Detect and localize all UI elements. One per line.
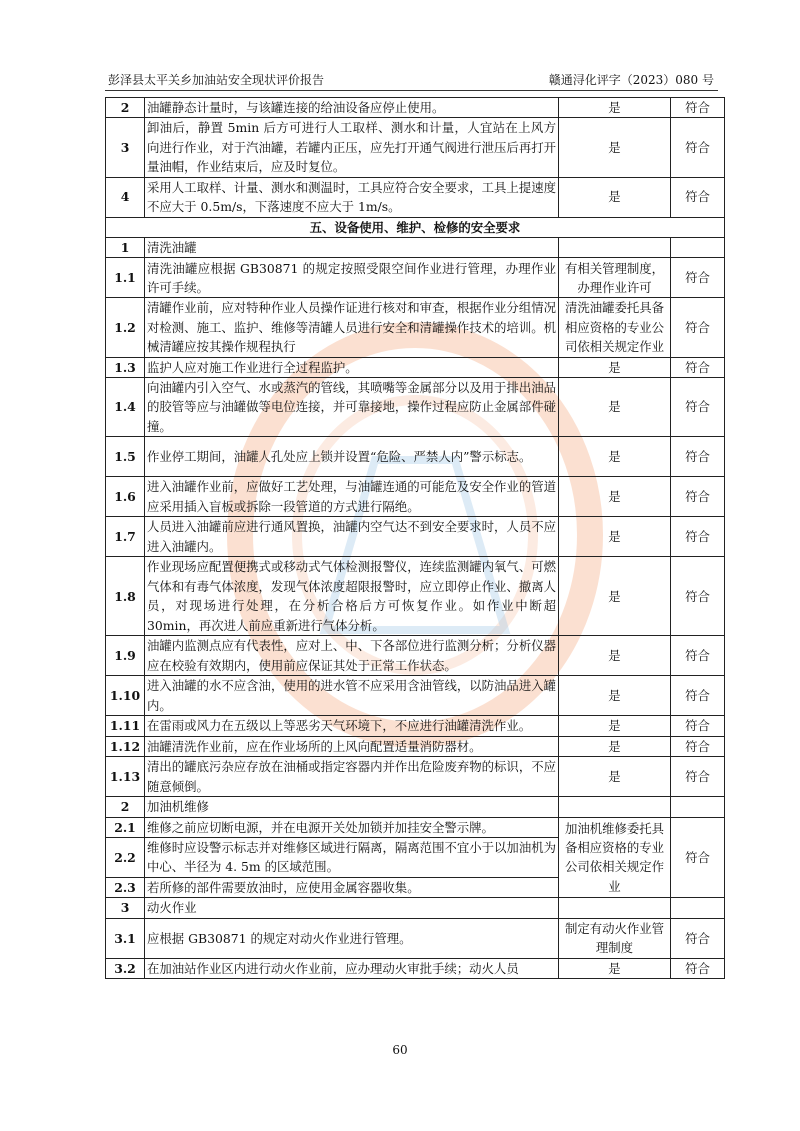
requirement-text: 进入油罐作业前，应做好工艺处理，与油罐连通的可能危及安全作业的管道应采用插入盲板或拆除一段管道的方式进行隔绝。	[145, 477, 559, 517]
requirement-text: 维修时应设警示标志并对维修区域进行隔离，隔离范围不宜小于以加油机为中心、半径为 4. 5m 的区域范围。	[145, 837, 559, 877]
status-cell: 是	[559, 437, 671, 477]
table-row	[106, 357, 725, 377]
result-cell: 符合	[671, 958, 725, 978]
item-number: 2.1	[106, 817, 145, 837]
item-number: 2.2	[106, 837, 145, 877]
requirement-text: 监护人应对施工作业进行全过程监护。	[145, 357, 559, 377]
item-number: 1.8	[106, 557, 145, 636]
requirement-text: 人员进入油罐前应进行通风置换，油罐内空气达不到安全要求时，人员不应进入油罐内。	[145, 517, 559, 557]
requirement-text: 清出的罐底污杂应存放在油桶或指定容器内并作出危险废弃物的标识，不应随意倾倒。	[145, 757, 559, 797]
item-number: 1	[106, 238, 145, 258]
status-cell: 制定有动火作业管理制度	[559, 918, 671, 958]
requirement-text: 若所修的部件需要放油时，应使用金属容器收集。	[145, 877, 559, 897]
group-row	[106, 797, 725, 817]
group-title: 动火作业	[145, 898, 559, 918]
status-cell: 有相关管理制度，办理作业许可	[559, 258, 671, 298]
requirement-text: 清罐作业前，应对特种作业人员操作证进行核对和审查，根据作业分组情况对检测、施工、监护、维修等清罐人员进行安全和清罐操作技术的培训。机械清罐应按其操作规程执行	[145, 298, 559, 357]
item-number: 4	[106, 177, 145, 217]
result-cell	[671, 797, 725, 817]
requirement-text: 作业现场应配置便携式或移动式气体检测报警仪，连续监测罐内氧气、可燃气体和有毒气体浓度，发现气体浓度超限报警时，应立即停止作业、撤离人员，对现场进行处理，在分析合格后方可恢复作业。如作业中断超 30min，再次进人前应重新进行气体分析。	[145, 557, 559, 636]
item-number: 1.11	[106, 716, 145, 736]
table-row	[106, 177, 725, 217]
status-cell: 是	[559, 757, 671, 797]
requirement-text: 在雷雨或风力在五级以上等恶劣天气环境下，不应进行油罐清洗作业。	[145, 716, 559, 736]
status-cell: 是	[559, 118, 671, 177]
status-cell: 是	[559, 98, 671, 118]
header-title: 彭泽县太平关乡加油站安全现状评价报告	[108, 73, 325, 87]
table-row	[106, 676, 725, 716]
table-row	[106, 817, 725, 837]
item-number: 1.13	[106, 757, 145, 797]
group-title: 加油机维修	[145, 797, 559, 817]
requirement-text: 清洗油罐应根据 GB30871 的规定按照受限空间作业进行管理，办理作业许可手续。	[145, 258, 559, 298]
status-cell: 是	[559, 958, 671, 978]
status-cell: 清洗油罐委托具备相应资格的专业公司依相关规定作业	[559, 298, 671, 357]
result-cell: 符合	[671, 636, 725, 676]
result-cell: 符合	[671, 517, 725, 557]
status-cell: 是	[559, 557, 671, 636]
table-row	[106, 258, 725, 298]
evaluation-table	[105, 97, 725, 979]
result-cell: 符合	[671, 357, 725, 377]
result-cell: 符合	[671, 437, 725, 477]
result-cell: 符合	[671, 918, 725, 958]
item-number: 2.3	[106, 877, 145, 897]
item-number: 3.1	[106, 918, 145, 958]
status-cell	[559, 238, 671, 258]
requirement-text: 在加油站作业区内进行动火作业前，应办理动火审批手续；动火人员	[145, 958, 559, 978]
result-cell: 符合	[671, 258, 725, 298]
item-number: 1.12	[106, 736, 145, 756]
result-cell: 符合	[671, 477, 725, 517]
status-cell: 加油机维修委托具备相应资格的专业公司依相关规定作业	[559, 817, 671, 898]
result-cell: 符合	[671, 118, 725, 177]
item-number: 1.3	[106, 357, 145, 377]
status-cell: 是	[559, 716, 671, 736]
group-row	[106, 898, 725, 918]
requirement-text: 卸油后，静置 5min 后方可进行人工取样、测水和计量，人宜站在上风方向进行作业，对于汽油罐，若罐内正压，应先打开通气阀进行泄压后再打开量油帽，作业结束后，应及时复位。	[145, 118, 559, 177]
requirement-text: 油罐内监测点应有代表性，应对上、中、下各部位进行监测分析；分析仪器应在校验有效期内，使用前应保证其处于正常工作状态。	[145, 636, 559, 676]
table-row	[106, 636, 725, 676]
result-cell: 符合	[671, 817, 725, 898]
requirement-text: 油罐清洗作业前，应在作业场所的上风向配置适量消防器材。	[145, 736, 559, 756]
group-row	[106, 238, 725, 258]
item-number: 2	[106, 98, 145, 118]
status-cell: 是	[559, 357, 671, 377]
result-cell	[671, 238, 725, 258]
result-cell: 符合	[671, 757, 725, 797]
status-cell: 是	[559, 378, 671, 437]
table-row	[106, 118, 725, 177]
table-row	[106, 437, 725, 477]
table-row	[106, 477, 725, 517]
table-row	[106, 298, 725, 357]
result-cell: 符合	[671, 298, 725, 357]
table-row	[106, 757, 725, 797]
table-row	[106, 378, 725, 437]
result-cell: 符合	[671, 177, 725, 217]
result-cell: 符合	[671, 557, 725, 636]
result-cell: 符合	[671, 378, 725, 437]
requirement-text: 维修之前应切断电源，并在电源开关处加锁并加挂安全警示牌。	[145, 817, 559, 837]
status-cell: 是	[559, 177, 671, 217]
item-number: 3	[106, 118, 145, 177]
requirement-text: 应根据 GB30871 的规定对动火作业进行管理。	[145, 918, 559, 958]
status-cell: 是	[559, 517, 671, 557]
item-number: 1.10	[106, 676, 145, 716]
status-cell: 是	[559, 736, 671, 756]
status-cell: 是	[559, 636, 671, 676]
item-number: 1.6	[106, 477, 145, 517]
status-cell: 是	[559, 676, 671, 716]
requirement-text: 向油罐内引入空气、水或蒸汽的管线，其喷嘴等金属部分以及用于排出油品的胶管等应与油罐做等电位连接，并可靠接地，操作过程应防止金属部件碰撞。	[145, 378, 559, 437]
table-row	[106, 918, 725, 958]
requirement-text: 采用人工取样、计量、测水和测温时，工具应符合安全要求，工具上提速度不应大于 0.5m/s，下落速度不应大于 1m/s。	[145, 177, 559, 217]
item-number: 1.4	[106, 378, 145, 437]
item-number: 1.9	[106, 636, 145, 676]
item-number: 3	[106, 898, 145, 918]
group-title: 清洗油罐	[145, 238, 559, 258]
table-row	[106, 736, 725, 756]
table-row	[106, 517, 725, 557]
item-number: 3.2	[106, 958, 145, 978]
section-row	[106, 217, 725, 237]
item-number: 2	[106, 797, 145, 817]
item-number: 1.2	[106, 298, 145, 357]
item-number: 1.1	[106, 258, 145, 298]
table-row	[106, 557, 725, 636]
table-row	[106, 98, 725, 118]
section-heading: 五、设备使用、维护、检修的安全要求	[106, 217, 725, 237]
page-number: 60	[392, 1043, 408, 1057]
result-cell: 符合	[671, 676, 725, 716]
table-row	[106, 716, 725, 736]
item-number: 1.5	[106, 437, 145, 477]
header-rule	[105, 90, 718, 91]
status-cell: 是	[559, 477, 671, 517]
table-row	[106, 958, 725, 978]
status-cell	[559, 797, 671, 817]
result-cell: 符合	[671, 716, 725, 736]
requirement-text: 作业停工期间，油罐人孔处应上锁并设置“危险、严禁人内”警示标志。	[145, 437, 559, 477]
requirement-text: 进入油罐的水不应含油，使用的进水管不应采用含油管线，以防油品进入罐内。	[145, 676, 559, 716]
status-cell	[559, 898, 671, 918]
result-cell: 符合	[671, 736, 725, 756]
item-number: 1.7	[106, 517, 145, 557]
header-report-number: 赣通浔化评字（2023）080 号	[548, 73, 714, 87]
result-cell: 符合	[671, 98, 725, 118]
result-cell	[671, 898, 725, 918]
requirement-text: 油罐静态计量时，与该罐连接的给油设备应停止使用。	[145, 98, 559, 118]
